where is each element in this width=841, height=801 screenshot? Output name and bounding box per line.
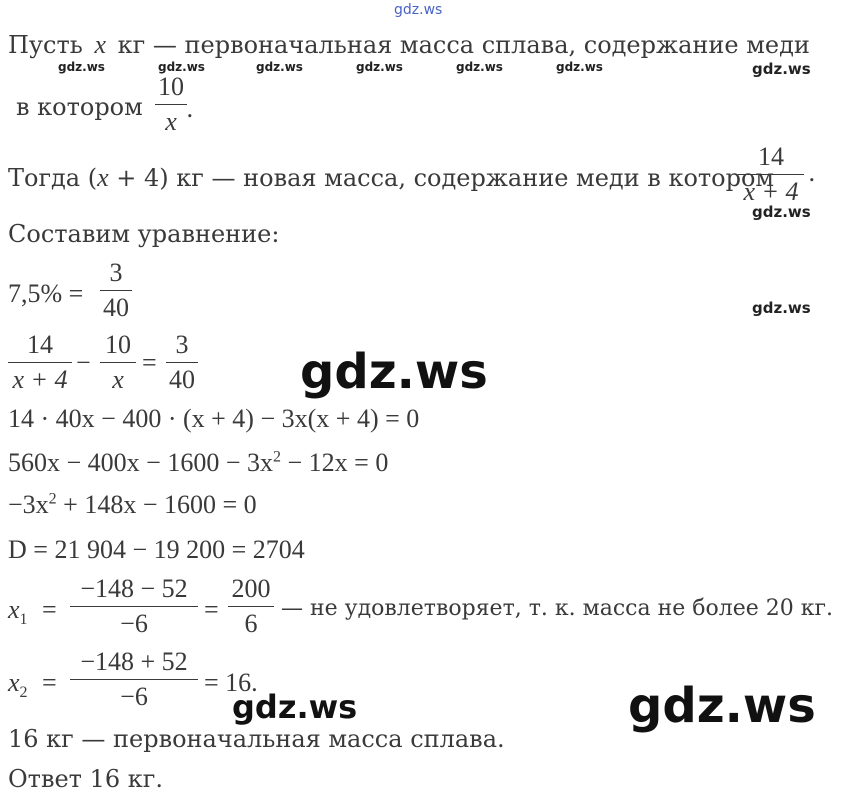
- fraction-200-over-6: [228, 574, 274, 639]
- watermark-small: gdz.ws: [256, 60, 303, 74]
- denominator: 40: [103, 293, 129, 322]
- fraction-10-over-x: [155, 72, 187, 137]
- text-line-intro: [8, 30, 810, 60]
- fraction-bar: [155, 104, 187, 105]
- watermark-small: gdz.ws: [556, 60, 603, 74]
- watermark-top: gdz.ws: [394, 2, 443, 18]
- fraction-14-over-x-plus-4: [738, 142, 804, 207]
- watermark-small: gdz.ws: [158, 60, 205, 74]
- variable-x: x: [8, 595, 20, 624]
- text-fragment: + 148x − 1600 = 0: [56, 490, 257, 519]
- text-fragment: кг — первоначальная масса сплава, содержание меди: [117, 31, 810, 59]
- watermark-big: gdz.ws: [232, 688, 358, 726]
- equation-quadratic: [8, 490, 257, 520]
- watermark-small: gdz.ws: [752, 60, 811, 78]
- text-fragment: − 12x = 0: [281, 448, 389, 477]
- denominator: x + 4: [743, 177, 799, 206]
- fraction-bar: [8, 362, 72, 363]
- text-line-new-mass: [8, 163, 774, 193]
- root-x2-value: = 16.: [204, 668, 258, 697]
- fraction-x1: [70, 574, 198, 639]
- equals-sign: =: [42, 668, 57, 697]
- subscript: 2: [19, 684, 28, 702]
- numerator: 14: [27, 330, 53, 359]
- exponent: 2: [273, 448, 281, 466]
- denominator: 6: [244, 609, 258, 638]
- exponent: 2: [48, 490, 57, 508]
- root-x1-label: [8, 595, 28, 629]
- numerator: 14: [758, 142, 784, 171]
- root-x1-comment: — не удовлетворяет, т. к. масса не более 20 кг.: [281, 596, 834, 621]
- numerator: −148 + 52: [80, 647, 188, 676]
- numerator: 10: [158, 72, 184, 101]
- fraction-bar: [100, 290, 132, 291]
- watermark-big: gdz.ws: [628, 678, 816, 734]
- watermark-small: gdz.ws: [752, 203, 811, 221]
- watermark-small: gdz.ws: [356, 60, 403, 74]
- period: .: [808, 159, 816, 187]
- fraction-bar: [100, 362, 136, 363]
- numerator: 10: [105, 330, 131, 359]
- denominator: x: [165, 107, 177, 136]
- root-x2-label: [8, 668, 28, 702]
- equation-expanded: 14 · 40x − 400 · (x + 4) − 3x(x + 4) = 0: [8, 404, 420, 433]
- equals-sign: =: [42, 595, 57, 624]
- text-fragment: 560x − 400x − 1600 − 3x: [8, 448, 273, 477]
- denominator: 40: [169, 365, 195, 394]
- equals-sign: =: [204, 595, 219, 624]
- numerator: 3: [175, 330, 189, 359]
- period: .: [186, 95, 194, 123]
- denominator: x: [112, 365, 124, 394]
- denominator: −6: [120, 609, 148, 638]
- variable-x: x: [8, 668, 20, 697]
- text-line-equation-intro: Составим уравнение:: [8, 220, 280, 248]
- numerator: 3: [109, 258, 123, 287]
- subscript: 1: [19, 611, 28, 629]
- minus-sign: −: [76, 348, 91, 377]
- text-fragment: Пусть: [8, 31, 83, 59]
- fraction-x2: [70, 647, 198, 712]
- denominator: x + 4: [12, 365, 68, 394]
- watermark-small: gdz.ws: [58, 60, 105, 74]
- text-line-copy-content: в котором: [16, 93, 143, 121]
- numerator: −148 − 52: [80, 574, 188, 603]
- equation-discriminant: D = 21 904 − 19 200 = 2704: [8, 535, 305, 564]
- fraction-14-over-x-plus-4: [8, 330, 72, 395]
- text-fragment: −3x: [8, 490, 49, 519]
- variable-x: x: [94, 30, 107, 59]
- fraction-bar: [166, 362, 198, 363]
- variable-x: x: [97, 163, 109, 192]
- equation-percent: 7,5% =: [8, 279, 84, 308]
- equation-simplify: [8, 448, 388, 478]
- text-result: 16 кг — первоначальная масса сплава.: [8, 725, 505, 753]
- denominator: −6: [120, 682, 148, 711]
- text-fragment: Тогда (: [8, 164, 98, 192]
- watermark-small: gdz.ws: [752, 299, 811, 317]
- fraction-bar: [228, 606, 274, 607]
- watermark-small: gdz.ws: [456, 60, 503, 74]
- fraction-3-over-40: [100, 258, 132, 323]
- numerator: 200: [231, 574, 271, 603]
- equals-sign: =: [142, 348, 157, 377]
- text-answer: Ответ 16 кг.: [8, 765, 163, 793]
- text-fragment: + 4) кг — новая масса, содержание меди в котором: [108, 164, 775, 192]
- fraction-bar: [70, 606, 198, 607]
- fraction-bar: [70, 679, 198, 680]
- fraction-3-over-40: [166, 330, 198, 395]
- fraction-10-over-x: [100, 330, 136, 395]
- fraction-bar: [738, 174, 804, 175]
- watermark-big: gdz.ws: [300, 344, 488, 400]
